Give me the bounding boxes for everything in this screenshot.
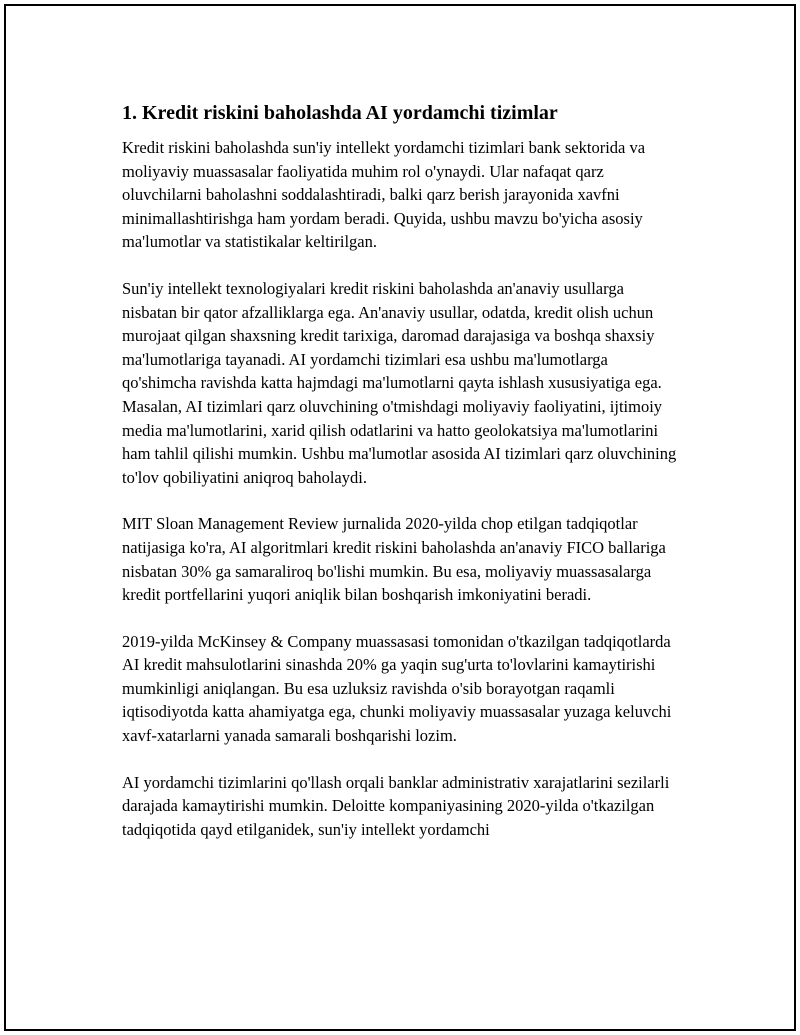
document-body xyxy=(122,100,682,864)
section-heading: 1. Kredit riskini baholashda AI yordamchi tizimlar xyxy=(122,102,558,124)
paragraph-deloitte-study: AI yordamchi tizimlarini qo'llash orqali banklar administrativ xarajatlarini sezilarli darajada kamaytirishi mumkin. Deloitte kompaniyasining 2020-yilda o'tkazilgan tadqiqotida qayd etilganidek, sun'iy intellekt yordamchi xyxy=(122,772,670,839)
page-frame xyxy=(4,4,796,1031)
paragraph-ai-advantages: Sun'iy intellekt texnologiyalari kredit riskini baholashda an'anaviy usullarga nisbatan bir qator afzalliklarga ega. An'anaviy usullar, odatda, kredit olish uchun murojaat qilgan shaxsning kredit tarixiga, daromad darajasiga va boshqa shaxsiy ma'lumotlariga tayanadi. AI yordamchi tizimlari esa ushbu ma'lumotlarga qo'shimcha ravishda katta hajmdagi ma'lumotlarni qayta ishlash xususiyatiga ega. Masalan, AI tizimlari qarz oluvchining o'tmishdagi moliyaviy faoliyatini, ijtimoiy media ma'lumotlarini, xarid qilish odatlarini va hatto geolokatsiya ma'lumotlarini ham tahlil qilishi mumkin. Ushbu ma'lumotlar asosida AI tizimlari qarz oluvchining to'lov qobiliyatini aniqroq baholaydi. xyxy=(122,278,677,487)
paragraph-mit-study: MIT Sloan Management Review jurnalida 2020-yilda chop etilgan tadqiqotlar natijasiga ko'ra, AI algoritmlari kredit riskini baholashda an'anaviy FICO ballariga nisbatan 30% ga samaraliroq bo'lishi mumkin. Bu esa, moliyaviy muassasalarga kredit portfellarini yuqori aniqlik bilan boshqarish imkoniyatini beradi. xyxy=(122,514,666,605)
paragraph-intro: Kredit riskini baholashda sun'iy intellekt yordamchi tizimlari bank sektorida va moliyaviy muassasalar faoliyatida muhim rol o'ynaydi. Ular nafaqat qarz oluvchilarni baholashni soddalashtiradi, balki qarz berish jarayonida xavfni minimallashtirishga ham yordam beradi. Quyida, ushbu mavzu bo'yicha asosiy ma'lumotlar va statistikalar keltirilgan. xyxy=(122,138,646,252)
paragraph-mckinsey-study: 2019-yilda McKinsey & Company muassasasi tomonidan o'tkazilgan tadqiqotlarda AI kredit mahsulotlarini sinashda 20% ga yaqin sug'urta to'lovlarini kamaytirishi mumkinligi aniqlangan. Bu esa uzluksiz ravishda o'sib borayotgan raqamli iqtisodiyotda katta ahamiyatga ega, chunki moliyaviy muassasalar yuzaga keluvchi xavf-xatarlarni yanada samarali boshqarishi lozim. xyxy=(122,631,672,746)
